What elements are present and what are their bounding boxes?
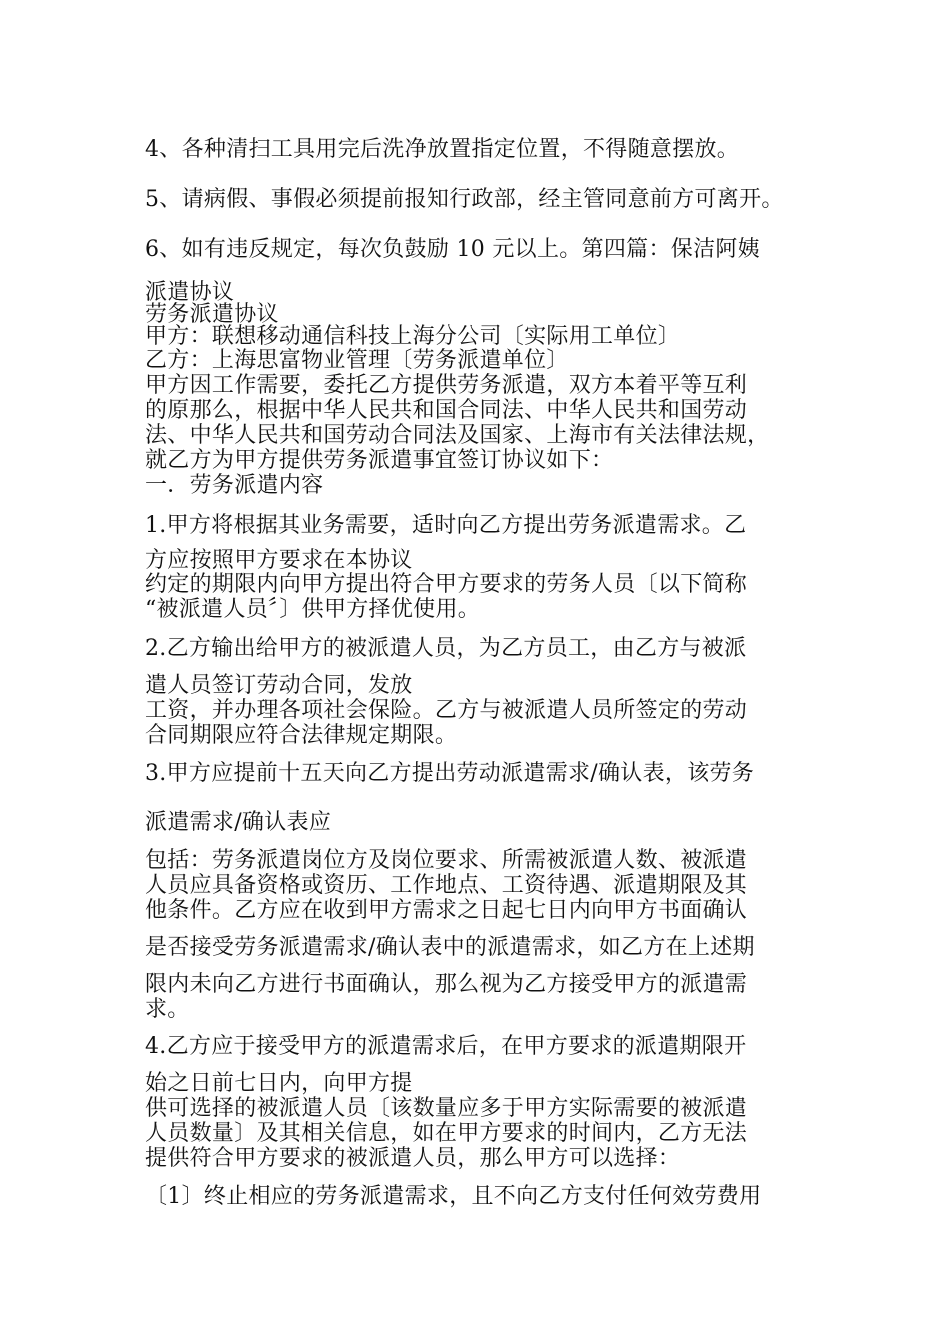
text-line: 的原那么，根据中华人民共和国合同法、中华人民共和国劳动 bbox=[145, 398, 748, 423]
text-line: 限内未向乙方进行书面确认，那么视为乙方接受甲方的派遣需 bbox=[145, 972, 748, 997]
text-line: 工资，并办理各项社会保险。乙方与被派遣人员所签定的劳动 bbox=[145, 698, 748, 723]
text-line: 4、各种清扫工具用完后洗净放置指定位置，不得随意摆放。 bbox=[145, 137, 740, 162]
text-line: 是否接受劳务派遣需求/确认表中的派遣需求，如乙方在上述期 bbox=[145, 935, 755, 960]
text-line: 求。 bbox=[145, 997, 190, 1022]
text-line: 1.甲方将根据其业务需要，适时向乙方提出劳务派遣需求。乙 bbox=[145, 513, 747, 538]
text-line: 人员应具备资格或资历、工作地点、工资待遇、派遣期限及其 bbox=[145, 873, 748, 898]
text-line: 甲方：联想移动通信科技上海分公司〔实际用工单位〕 bbox=[145, 324, 681, 349]
text-line: 人员数量〕及其相关信息，如在甲方要求的时间内，乙方无法 bbox=[145, 1121, 748, 1146]
text-line: 5、请病假、事假必须提前报知行政部，经主管同意前方可离开。 bbox=[145, 187, 784, 212]
text-line: 提供符合甲方要求的被派遣人员，那么甲方可以选择： bbox=[145, 1146, 681, 1171]
text-line: 6、如有违反规定，每次负鼓励 10 元以上。第四篇：保洁阿姨 bbox=[145, 237, 760, 262]
text-line: 合同期限应符合法律规定期限。 bbox=[145, 723, 458, 748]
text-line: 乙方：上海思富物业管理〔劳务派遣单位〕 bbox=[145, 348, 569, 373]
text-line: 派遣需求/确认表应 bbox=[145, 810, 332, 835]
text-line: 约定的期限内向甲方提出符合甲方要求的劳务人员〔以下简称 bbox=[145, 572, 748, 597]
text-line: 甲方因工作需要，委托乙方提供劳务派遣，双方本着平等互利 bbox=[145, 373, 748, 398]
text-line: 4.乙方应于接受甲方的派遣需求后，在甲方要求的派遣期限开 bbox=[145, 1034, 747, 1059]
section-heading: 一．劳务派遣内容 bbox=[145, 473, 324, 498]
text-line: 〔1〕终止相应的劳务派遣需求，且不向乙方支付任何效劳费用 bbox=[145, 1184, 762, 1209]
text-line: 包括：劳务派遣岗位方及岗位要求、所需被派遣人数、被派遣 bbox=[145, 848, 748, 873]
text-line: 供可选择的被派遣人员〔该数量应多于甲方实际需要的被派遣 bbox=[145, 1096, 748, 1121]
text-line: 就乙方为甲方提供劳务派遣事宜签订协议如下： bbox=[145, 448, 614, 473]
text-line: 他条件。乙方应在收到甲方需求之日起七日内向甲方书面确认 bbox=[145, 898, 748, 923]
text-line: “被派遣人员〞〕供甲方择优使用。 bbox=[145, 597, 481, 622]
text-line: 始之日前七日内，向甲方提 bbox=[145, 1071, 413, 1096]
text-line: 法、中华人民共和国劳动合同法及国家、上海市有关法律法规， bbox=[145, 423, 770, 448]
text-line: 遣人员签订劳动合同，发放 bbox=[145, 673, 413, 698]
text-line: 2.乙方输出给甲方的被派遣人员，为乙方员工，由乙方与被派 bbox=[145, 636, 747, 661]
text-line: 劳务派遣协议 bbox=[145, 302, 279, 327]
text-line: 派遣协议 bbox=[145, 280, 235, 305]
text-line: 3.甲方应提前十五天向乙方提出劳动派遣需求/确认表，该劳务 bbox=[145, 761, 755, 786]
text-line: 方应按照甲方要求在本协议 bbox=[145, 548, 413, 573]
